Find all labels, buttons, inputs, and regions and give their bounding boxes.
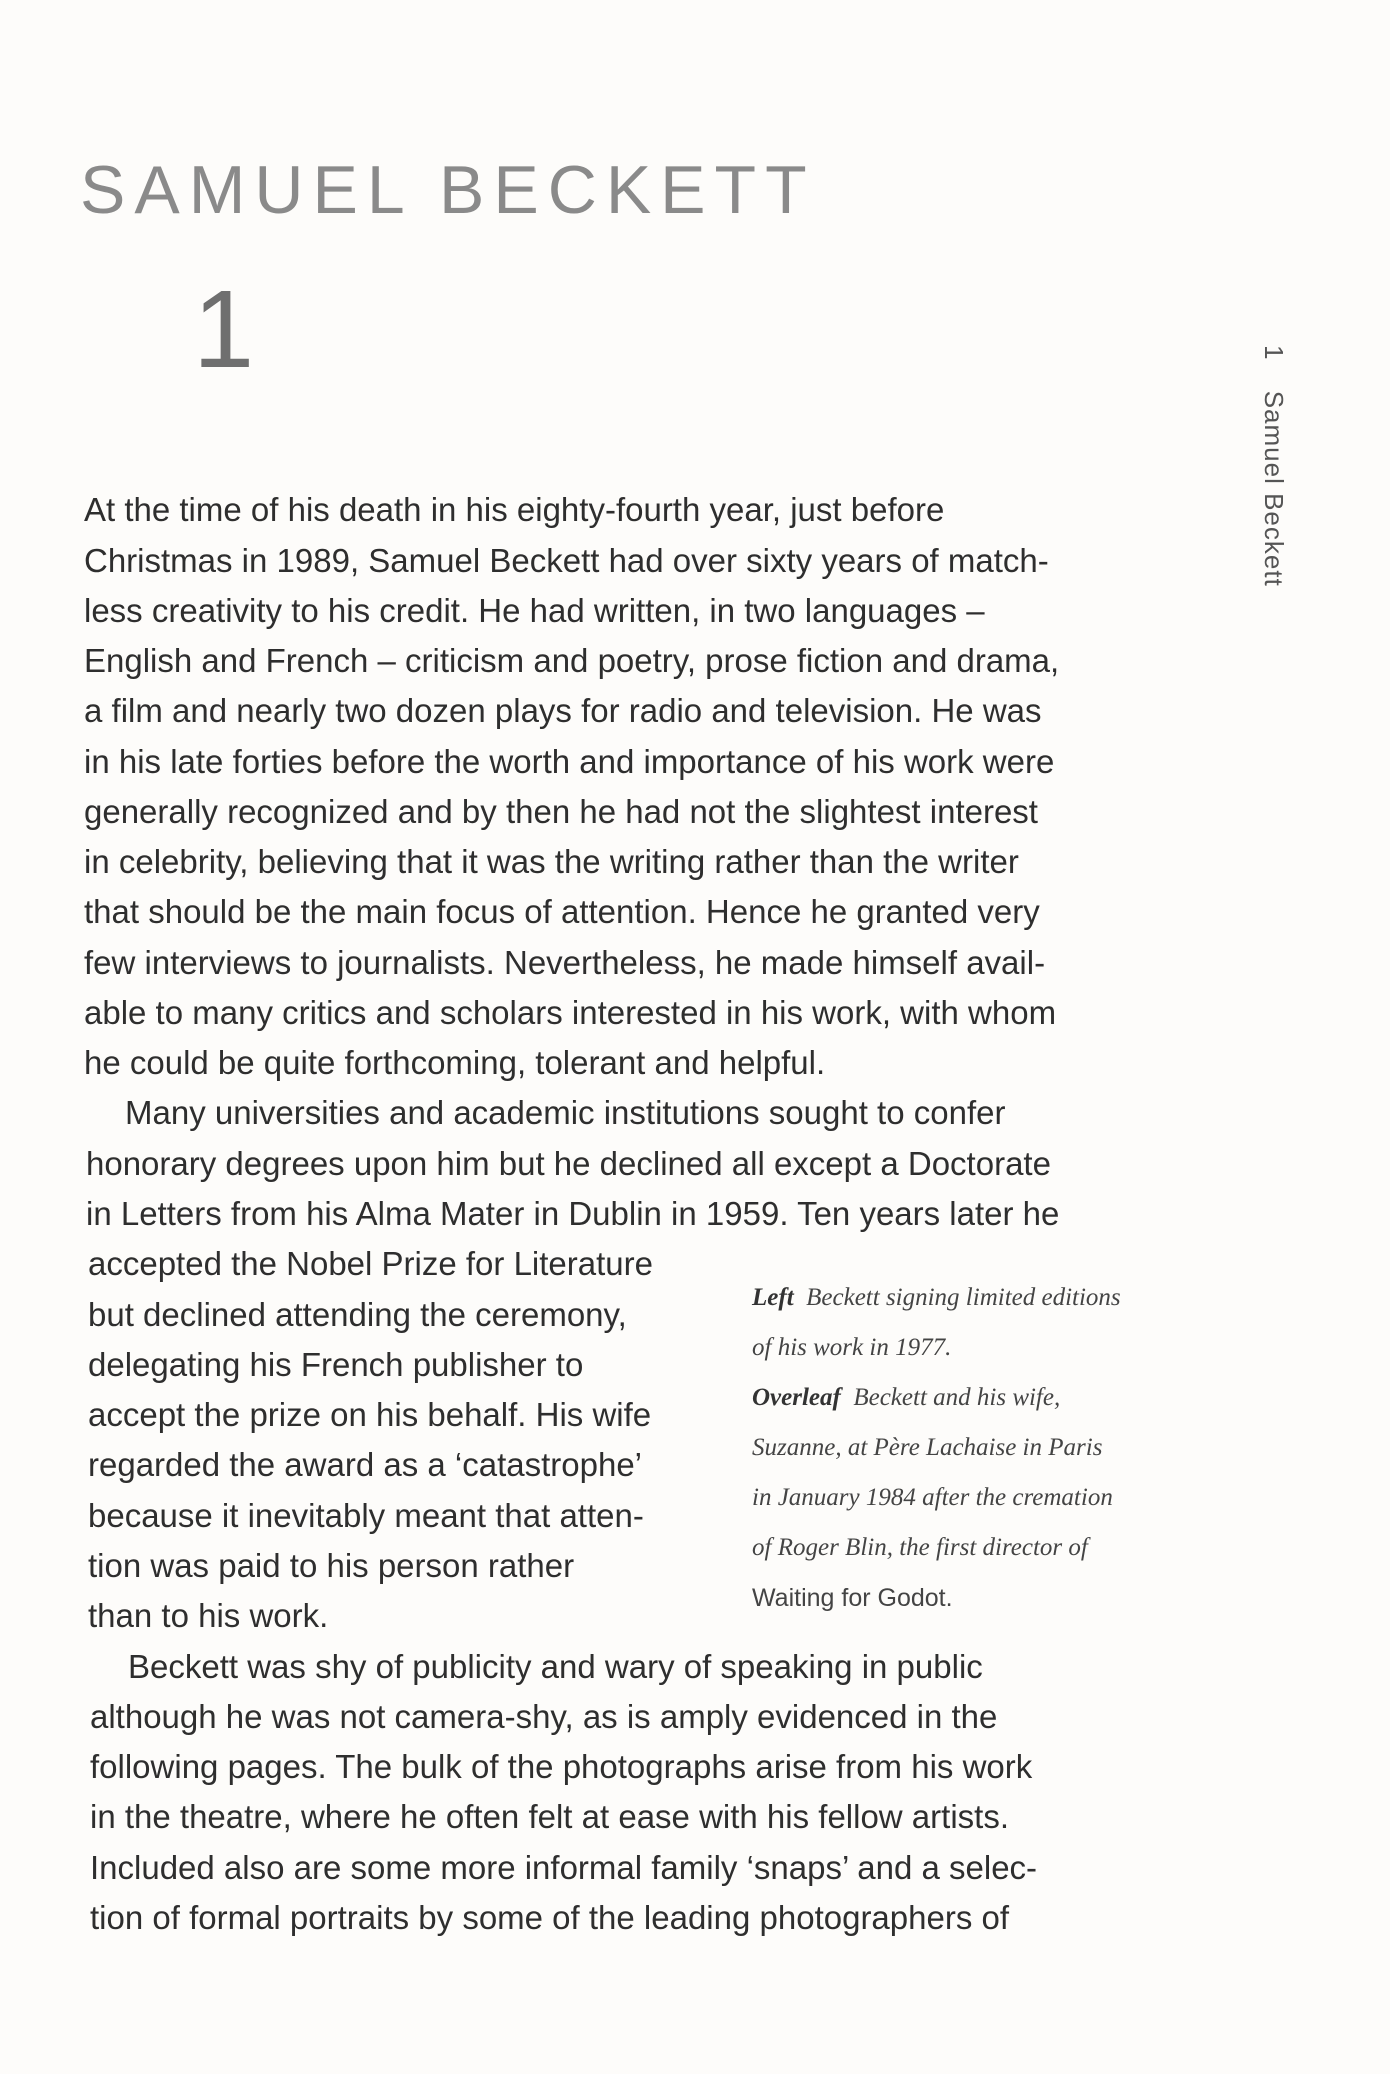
running-head-title: Samuel Beckett [1259,390,1289,587]
body-line: Many universities and academic institutions sought to confer [125,1094,1006,1131]
body-line: English and French – criticism and poetry, prose fiction and drama, [84,642,1060,679]
chapter-number: 1 [193,268,255,391]
body-line: honorary degrees upon him but he declined all except a Doctorate [86,1145,1051,1182]
caption-line-3 [752,1373,1212,1423]
body-line: because it inevitably meant that atten- [88,1497,644,1534]
running-head [1258,345,1289,587]
body-line: but declined attending the ceremony, [88,1296,627,1333]
caption-overleaf-text-3: in January 1984 after the cremation [752,1484,1113,1511]
body-line: generally recognized and by then he had not the slightest interest [84,793,1038,830]
body-line: he could be quite forthcoming, tolerant and helpful. [84,1044,826,1081]
photo-caption [752,1273,1212,1623]
body-line: few interviews to journalists. Nevertheless, he made himself avail- [84,944,1046,981]
body-line: accept the prize on his behalf. His wife [88,1396,652,1433]
body-line: accepted the Nobel Prize for Literature [88,1245,653,1282]
body-line: than to his work. [88,1597,329,1634]
body-line: At the time of his death in his eighty-fourth year, just before [84,491,945,528]
chapter-title: SAMUEL BECKETT [80,151,816,228]
caption-left-label: Left [752,1284,794,1311]
body-line: able to many critics and scholars interested in his work, with whom [84,994,1057,1031]
body-line: Beckett was shy of publicity and wary of speaking in public [128,1648,983,1685]
caption-overleaf-text-4: of Roger Blin, the first director of [752,1534,1088,1561]
body-line: in celebrity, believing that it was the writing rather than the writer [84,843,1019,880]
body-line: in the theatre, where he often felt at ease with his fellow artists. [90,1798,1009,1835]
body-line: in Letters from his Alma Mater in Dublin in 1959. Ten years later he [86,1195,1060,1232]
body-line: tion of formal portraits by some of the leading photographers of [90,1899,1010,1936]
body-line: Christmas in 1989, Samuel Beckett had over sixty years of match- [84,542,1049,579]
body-line: that should be the main focus of attention. Hence he granted very [84,893,1040,930]
body-line: in his late forties before the worth and importance of his work were [84,743,1055,780]
body-line: following pages. The bulk of the photographs arise from his work [90,1748,1033,1785]
caption-line-1 [752,1273,1212,1323]
body-line: tion was paid to his person rather [88,1547,575,1584]
body-line: regarded the award as a ‘catastrophe’ [88,1446,643,1483]
caption-left-text-2: of his work in 1977. [752,1334,952,1361]
body-line: less creativity to his credit. He had written, in two languages – [84,592,985,629]
caption-overleaf-label: Overleaf [752,1384,841,1411]
caption-overleaf-text-2: Suzanne, at Père Lachaise in Paris [752,1434,1103,1461]
caption-work-title: Waiting for Godot. [752,1584,953,1612]
caption-left-text-1: Beckett signing limited editions [806,1284,1121,1311]
body-line: although he was not camera-shy, as is amply evidenced in the [90,1698,998,1735]
body-line: a film and nearly two dozen plays for radio and television. He was [84,692,1042,729]
body-line: delegating his French publisher to [88,1346,584,1383]
body-line: Included also are some more informal family ‘snaps’ and a selec- [90,1849,1038,1886]
caption-overleaf-text-1: Beckett and his wife, [853,1384,1061,1411]
running-head-number: 1 [1259,345,1289,361]
